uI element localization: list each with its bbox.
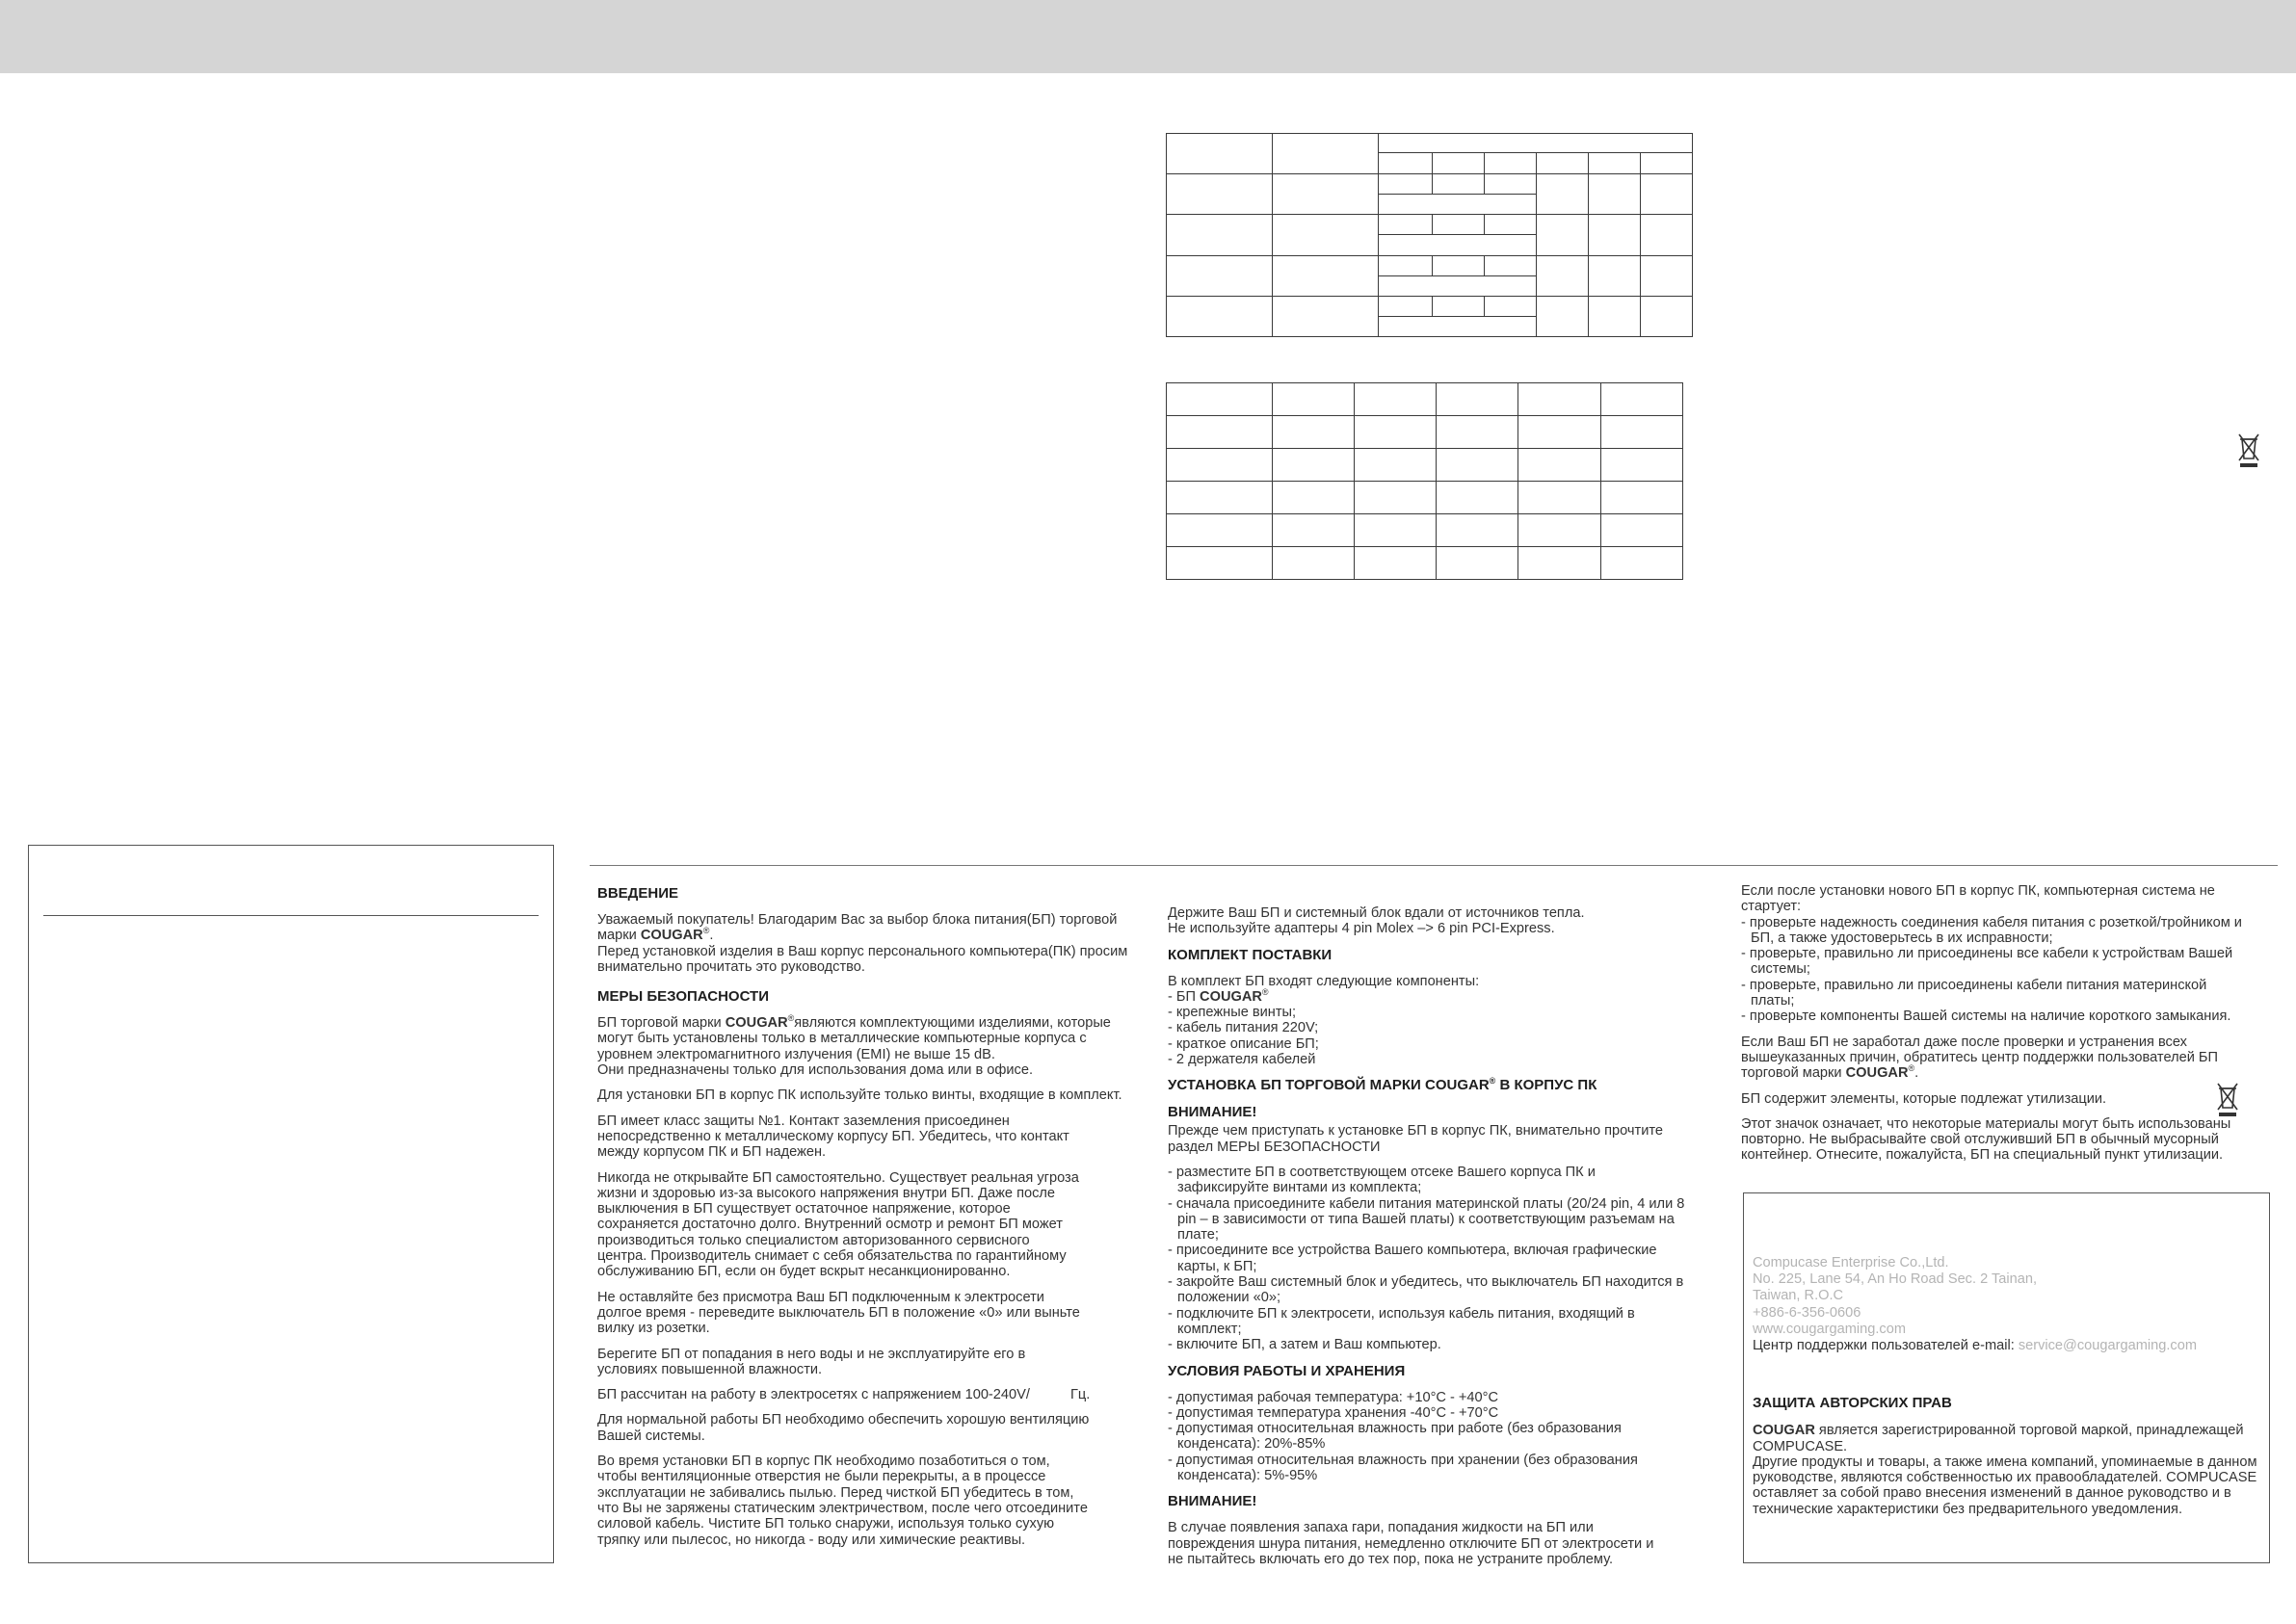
list-item: - допустимая рабочая температура: +10°С - +40°С	[1168, 1389, 1499, 1405]
weee-bin-icon	[2216, 1081, 2239, 1119]
conditions-heading: УСЛОВИЯ РАБОТЫ И ХРАНЕНИЯ	[1168, 1362, 1406, 1379]
kit-heading: КОМПЛЕКТ ПОСТАВКИ	[1168, 946, 1333, 963]
safety-p2: Для установки БП в корпус ПК используйте только винты, входящие в комплект.	[597, 1087, 1122, 1104]
install-list	[1168, 1165, 1688, 1353]
middle-p2: Не используйте адаптеры 4 pin Molex –> 6 pin PCI-Express.	[1168, 921, 1555, 937]
phone: +886-6-356-0606	[1753, 1304, 1861, 1321]
install-heading: УСТАНОВКА БП ТОРГОВОЙ МАРКИ COUGAR® В КОРПУС ПК	[1168, 1076, 1597, 1094]
kit-intro: В комплект БП входят следующие компоненты:	[1168, 973, 1480, 989]
list-item: - подключите БП к электросети, используя кабель питания, входящий в комплект;	[1168, 1305, 1635, 1337]
list-item: - разместите БП в соответствующем отсеке Вашего корпуса ПК и зафиксируйте винтами из комплекта;	[1168, 1164, 1596, 1196]
list-item: - включите БП, а затем и Ваш компьютер.	[1168, 1337, 1441, 1353]
right-p3: БП содержит элементы, которые подлежат утилизации.	[1741, 1090, 2107, 1107]
support-line: Центр поддержки пользователей e-mail: service@cougargaming.com	[1753, 1338, 2197, 1354]
list-item: - БП COUGAR®	[1168, 987, 1269, 1005]
safety-p1: БП торговой марки COUGAR®являются комплектующими изделиями, которые могут быть установлены только в металлические компьютерные корпуса с уровнем электромагнитного излучения (EMI) не выше 15 dB. Они предназначены только для использования дома или в офисе.	[597, 1013, 1111, 1079]
intro-paragraph: Уважаемый покупатель! Благодарим Вас за выбор блока питания(БП) торговой марки COUGAR®. Перед установкой изделия в Ваш корпус персонального компьютера(ПК) просим внимательно прочитать это руководство.	[597, 912, 1128, 975]
middle-p1: Держите Ваш БП и системный блок вдали от источников тепла.	[1168, 905, 1585, 921]
install-intro: Прежде чем приступать к установке БП в корпус ПК, внимательно прочтите раздел МЕРЫ БЕЗОПАСНОСТИ	[1168, 1123, 1664, 1155]
warning-heading: ВНИМАНИЕ!	[1168, 1493, 1257, 1510]
troubleshoot-list	[1741, 915, 2247, 1025]
copyright-heading: ЗАЩИТА АВТОРСКИХ ПРАВ	[1753, 1395, 1952, 1411]
safety-heading: МЕРЫ БЕЗОПАСНОСТИ	[597, 988, 769, 1006]
list-item: - кабель питания 220V;	[1168, 1020, 1319, 1036]
list-item: - проверьте надежность соединения кабеля питания с розеткой/тройником и БП, а также удостоверьтесь в их исправности;	[1741, 914, 2242, 946]
list-item: - проверьте, правильно ли присоединены все кабели к устройствам Вашей системы;	[1741, 946, 2233, 978]
section-divider	[590, 865, 2278, 866]
list-item: - 2 держателя кабелей	[1168, 1052, 1316, 1068]
address-line-2: Taiwan, R.O.C	[1753, 1288, 1844, 1304]
blank-panel	[28, 845, 554, 1563]
safety-p9: Во время установки БП в корпус ПК необходимо позаботиться о том, чтобы вентиляционные отверстия не были перекрыты, а в процессе эксплуатации не забивались пылью. Перед чисткой БП убедитесь в том, что Вы не заряжены статическим электричеством, после чего отсоедините силовой кабель. Чистите БП только снаружи, используя только сухую тряпку или пылесос, но никогда - воду или химические реактивы.	[597, 1454, 1088, 1548]
list-item: - проверьте компоненты Вашей системы на наличие короткого замыкания.	[1741, 1008, 2231, 1025]
right-p1: Если после установки нового БП в корпус ПК, компьютерная система не стартует:	[1741, 883, 2215, 915]
email-link[interactable]: service@cougargaming.com	[2018, 1338, 2197, 1354]
panel-divider	[43, 915, 539, 916]
copyright-p2: Другие продукты и товары, а также имена компаний, упоминаемые в данном руководстве, являются собственностью их правообладателей. COMPUCASE оставляет за собой право внесения изменений в данное руководство и в технические характеристики без предварительного уведомления.	[1753, 1454, 2257, 1517]
list-item: - допустимая относительная влажность при работе (без образования конденсата): 20%-85%	[1168, 1421, 1622, 1453]
kit-list	[1168, 989, 1688, 1067]
list-item: - допустимая температура хранения -40°С - +70°С	[1168, 1404, 1499, 1421]
list-item: - краткое описание БП;	[1168, 1035, 1319, 1052]
right-p4: Этот значок означает, что некоторые материалы могут быть использованы повторно. Не выбрасывайте свой отслуживший БП в обычный мусорный контейнер. Отнесите, пожалуйста, БП на специальный пункт утилизации.	[1741, 1115, 2231, 1164]
list-item: - допустимая относительная влажность при хранении (без образования конденсата): 5%-95%	[1168, 1452, 1638, 1484]
list-item: - крепежные винты;	[1168, 1005, 1297, 1021]
warning-heading: ВНИМАНИЕ!	[1168, 1104, 1257, 1121]
top-header-bar	[0, 0, 2296, 73]
spec-table	[1166, 133, 1693, 337]
final-warning: В случае появления запаха гари, попадания жидкости на БП или повреждения шнура питания, немедленно отключите БП от электросети и не пытайтесь включать его до тех пор, пока не устраните проблему.	[1168, 1520, 1654, 1567]
output-table	[1166, 382, 1683, 580]
safety-p3: БП имеет класс защиты №1. Контакт заземления присоединен непосредственно к металлическому корпусу БП. Убедитесь, что контакт между корпусом ПК и БП надежен.	[597, 1113, 1069, 1161]
intro-heading: ВВЕДЕНИЕ	[597, 885, 678, 902]
list-item: - закройте Ваш системный блок и убедитесь, что выключатель БП находится в положении «0»;	[1168, 1274, 1684, 1306]
safety-p8: Для нормальной работы БП необходимо обеспечить хорошую вентиляцию Вашей системы.	[597, 1412, 1090, 1444]
right-p2: Если Ваш БП не заработал даже после проверки и устранения всех вышеуказанных причин, обратитесь центр поддержки пользователей БП торговой марки COUGAR®.	[1741, 1034, 2218, 1082]
column-installation	[1168, 905, 1688, 1577]
website-link[interactable]: www.cougargaming.com	[1753, 1321, 1906, 1337]
safety-p6: Берегите БП от попадания в него воды и не эксплуатируйте его в условиях повышенной влажности.	[597, 1346, 1026, 1377]
copyright-section	[1753, 1396, 2258, 1517]
weee-bin-icon	[2237, 432, 2260, 470]
safety-p5: Не оставляйте без присмотра Ваш БП подключенным к электросети долгое время - переведите выключатель БП в положение «0» или выньте вилку из розетки.	[597, 1289, 1080, 1337]
copyright-p1: COUGAR является зарегистрированной торговой маркой, принадлежащей COMPUCASE.	[1753, 1423, 2244, 1454]
list-item: - присоедините все устройства Вашего компьютера, включая графические карты, к БП;	[1168, 1243, 1657, 1274]
column-safety	[597, 879, 1137, 1558]
column-troubleshooting	[1741, 883, 2247, 1173]
address-line-1: No. 225, Lane 54, An Ho Road Sec. 2 Tainan,	[1753, 1271, 2038, 1288]
safety-p7: БП рассчитан на работу в электросетях с напряжением 100-240V/ Гц.	[597, 1387, 1091, 1403]
safety-p4: Никогда не открывайте БП самостоятельно. Существует реальная угроза жизни и здоровью из-за высокого напряжения внутри БП. Даже после выключения в БП существует остаточное напряжение, которое сохраняется достаточно долго. Внутренний осмотр и ремонт БП может производиться только специалистом авторизованного сервисного центра. Производитель снимает с себя обязательства по гарантийному обслуживанию БП, если он будет вскрыт несанкционированно.	[597, 1169, 1079, 1280]
list-item: - сначала присоедините кабели питания материнской платы (20/24 pin, 4 или 8 pin – в зависимости от типа Вашей платы) к соответствующим разъемам на плате;	[1168, 1195, 1685, 1244]
contact-info	[1753, 1255, 2197, 1354]
list-item: - проверьте, правильно ли присоединены кабели питания материнской платы;	[1741, 977, 2207, 1009]
conditions-list	[1168, 1390, 1688, 1484]
company-name: Compucase Enterprise Co.,Ltd.	[1753, 1255, 1949, 1270]
